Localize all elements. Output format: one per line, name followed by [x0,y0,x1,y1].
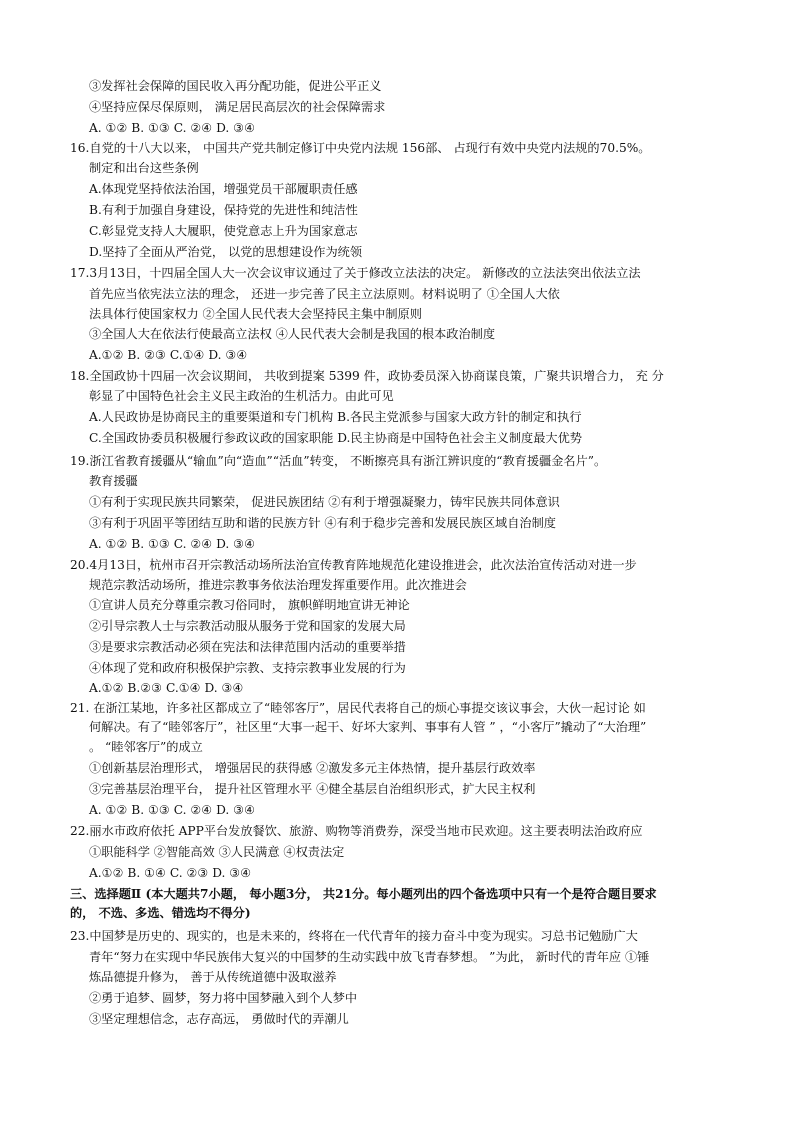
q21-answers: A. ①② B. ①③ C. ②④ D. ③④ [89,803,256,817]
q20-option-4: ④体现了党和政府积极保护宗教、支持宗教事业发展的行为 [89,661,406,675]
q23-stem-cont: 青年“努力在实现中华民族伟大复兴的中国梦的生动实践中放飞青春梦想。 ”为此， 新时代的青年应 ①锤 [89,950,650,964]
q15-option-3: ③发挥社会保障的国民收入再分配功能，促进公平正义 [89,79,382,93]
q16-stem: 16.自党的十八大以来， 中国共产党共制定修订中央党内法规 156部、 占现行有效中央党内法规的70.5%。 [70,141,651,155]
q16-option-d: D.坚持了全面从严治党， 以党的思想建设作为统领 [89,245,363,259]
section-heading: 三、选择题Ⅱ (本大题共7小题， 每小题3分， 共21分。每小题列出的四个备选项中只有一个是符合题目要求 [70,887,657,901]
q21-stem-end: 。 “睦邻客厅”的成立 [89,740,203,754]
q17-options-row2: ③全国人大在依法行使最高立法权 ④人民代表大会制是我国的根本政治制度 [89,327,496,341]
q16-option-a: A.体现党坚持依法治国，增强党员干部履职责任感 [89,182,358,196]
q17-stem: 17.3月13日，十四届全国人大一次会议审议通过了关于修改立法法的决定。 新修改的立法法突出依法立法 [70,266,641,280]
q19-options-row1: ①有利于实现民族共同繁荣， 促进民族团结 ②有利于增强凝聚力，铸牢民族共同体意识 [89,495,560,509]
q19-stem-cont: 教育援疆 [89,474,138,488]
q20-answers: A.①② B.②③ C.①④ D. ③④ [89,681,244,695]
q20-stem: 20.4月13日，杭州市召开宗教活动场所法治宣传教育阵地规范化建设推进会，此次法治宣传活动对进一步 [70,558,637,572]
q20-option-3: ③是要求宗教活动必须在宪法和法律范围内活动的重要举措 [89,640,406,654]
q17-stem-cont: 首先应当依宪法立法的理念， 还进一步完善了民主立法原则。材料说明了 ①全国人大依 [89,287,560,301]
q18-options-cd: C.全国政协委员积极履行参政议政的国家职能 D.民主协商是中国特色社会主义制度最大优势 [89,431,582,445]
q21-options-row1: ①创新基层治理形式， 增强居民的获得感 ②激发多元主体热情，提升基层行政效率 [89,761,536,775]
q15-option-4: ④坚持应保尽保原则， 满足居民高层次的社会保障需求 [89,100,386,114]
q21-stem-cont: 何解决。有了“睦邻客厅”，社区里“大事一起干、好坏大家判、事事有人管 ” ，“小客厅”撬动了“大治理” [89,720,647,734]
q19-options-row2: ③有利于巩固平等团结互助和谐的民族方针 ④有利于稳步完善和发展民族区域自治制度 [89,516,556,530]
q19-answers: A. ①② B. ①③ C. ②④ D. ③④ [89,537,256,551]
q18-stem-cont: 彰显了中国特色社会主义民主政治的生机活力。由此可见 [89,389,394,403]
q23-option-3: ③坚定理想信念，志存高远， 勇做时代的弄潮儿 [89,1012,349,1026]
q20-stem-cont: 规范宗教活动场所，推进宗教事务依法治理发挥重要作用。此次推进会 [89,578,467,592]
q16-option-c: C.彰显党支持人大履职，使党意志上升为国家意志 [89,224,358,238]
section-heading-cont: 的， 不选、多选、错选均不得分) [70,906,251,920]
q20-option-1: ①宣讲人员充分尊重宗教习俗同时， 旗帜鲜明地宣讲无神论 [89,598,410,612]
q18-options-ab: A.人民政协是协商民主的重要渠道和专门机构 B.各民主党派参与国家大政方针的制定和执行 [89,410,582,424]
q23-option-2: ②勇于追梦、圆梦，努力将中国梦融入到个人梦中 [89,991,358,1005]
q16-stem-cont: 制定和出台这些条例 [89,161,199,175]
q19-stem: 19.浙江省教育援疆从“输血”向“造血”“活血”转变， 不断擦亮具有浙江辨识度的“教育援疆金名片”。 [70,454,607,468]
q18-stem: 18.全国政协十四届一次会议期间， 共收到提案 5399 件，政协委员深入协商谋良策，广聚共识增合力， 充 分 [70,369,664,383]
q21-stem: 21. 在浙江某地，许多社区都成立了“睦邻客厅”，居民代表将自己的烦心事提交该议事会，大伙一起讨论 如 [70,701,646,715]
q23-option-1-cont: 炼品德提升修为， 善于从传统道德中汲取滋养 [89,970,337,984]
q21-options-row2: ③完善基层治理平台， 提升社区管理水平 ④健全基层自治组织形式，扩大民主权利 [89,782,536,796]
q20-option-2: ②引导宗教人士与宗教活动服从服务于党和国家的发展大局 [89,619,406,633]
q22-stem: 22.丽水市政府依托 APP平台发放餐饮、旅游、购物等消费券，深受当地市民欢迎。这主要表明法治政府应 [70,824,643,838]
q16-option-b: B.有利于加强自身建设，保持党的先进性和纯洁性 [89,203,358,217]
q23-stem: 23.中国梦是历史的、现实的，也是未来的，终将在一代代青年的接力奋斗中变为现实。习总书记勉励广大 [70,929,638,943]
q22-options: ①职能科学 ②智能高效 ③人民满意 ④权责法定 [89,845,345,859]
q17-answers: A.①② B. ②③ C.①④ D. ③④ [89,348,248,362]
q15-answers: A. ①② B. ①③ C. ②④ D. ③④ [89,121,256,135]
q17-options-row1: 法具体行使国家权力 ②全国人民代表大会坚持民主集中制原则 [89,307,422,321]
q22-answers: A.①② B. ①④ C. ②③ D. ③④ [89,866,252,880]
